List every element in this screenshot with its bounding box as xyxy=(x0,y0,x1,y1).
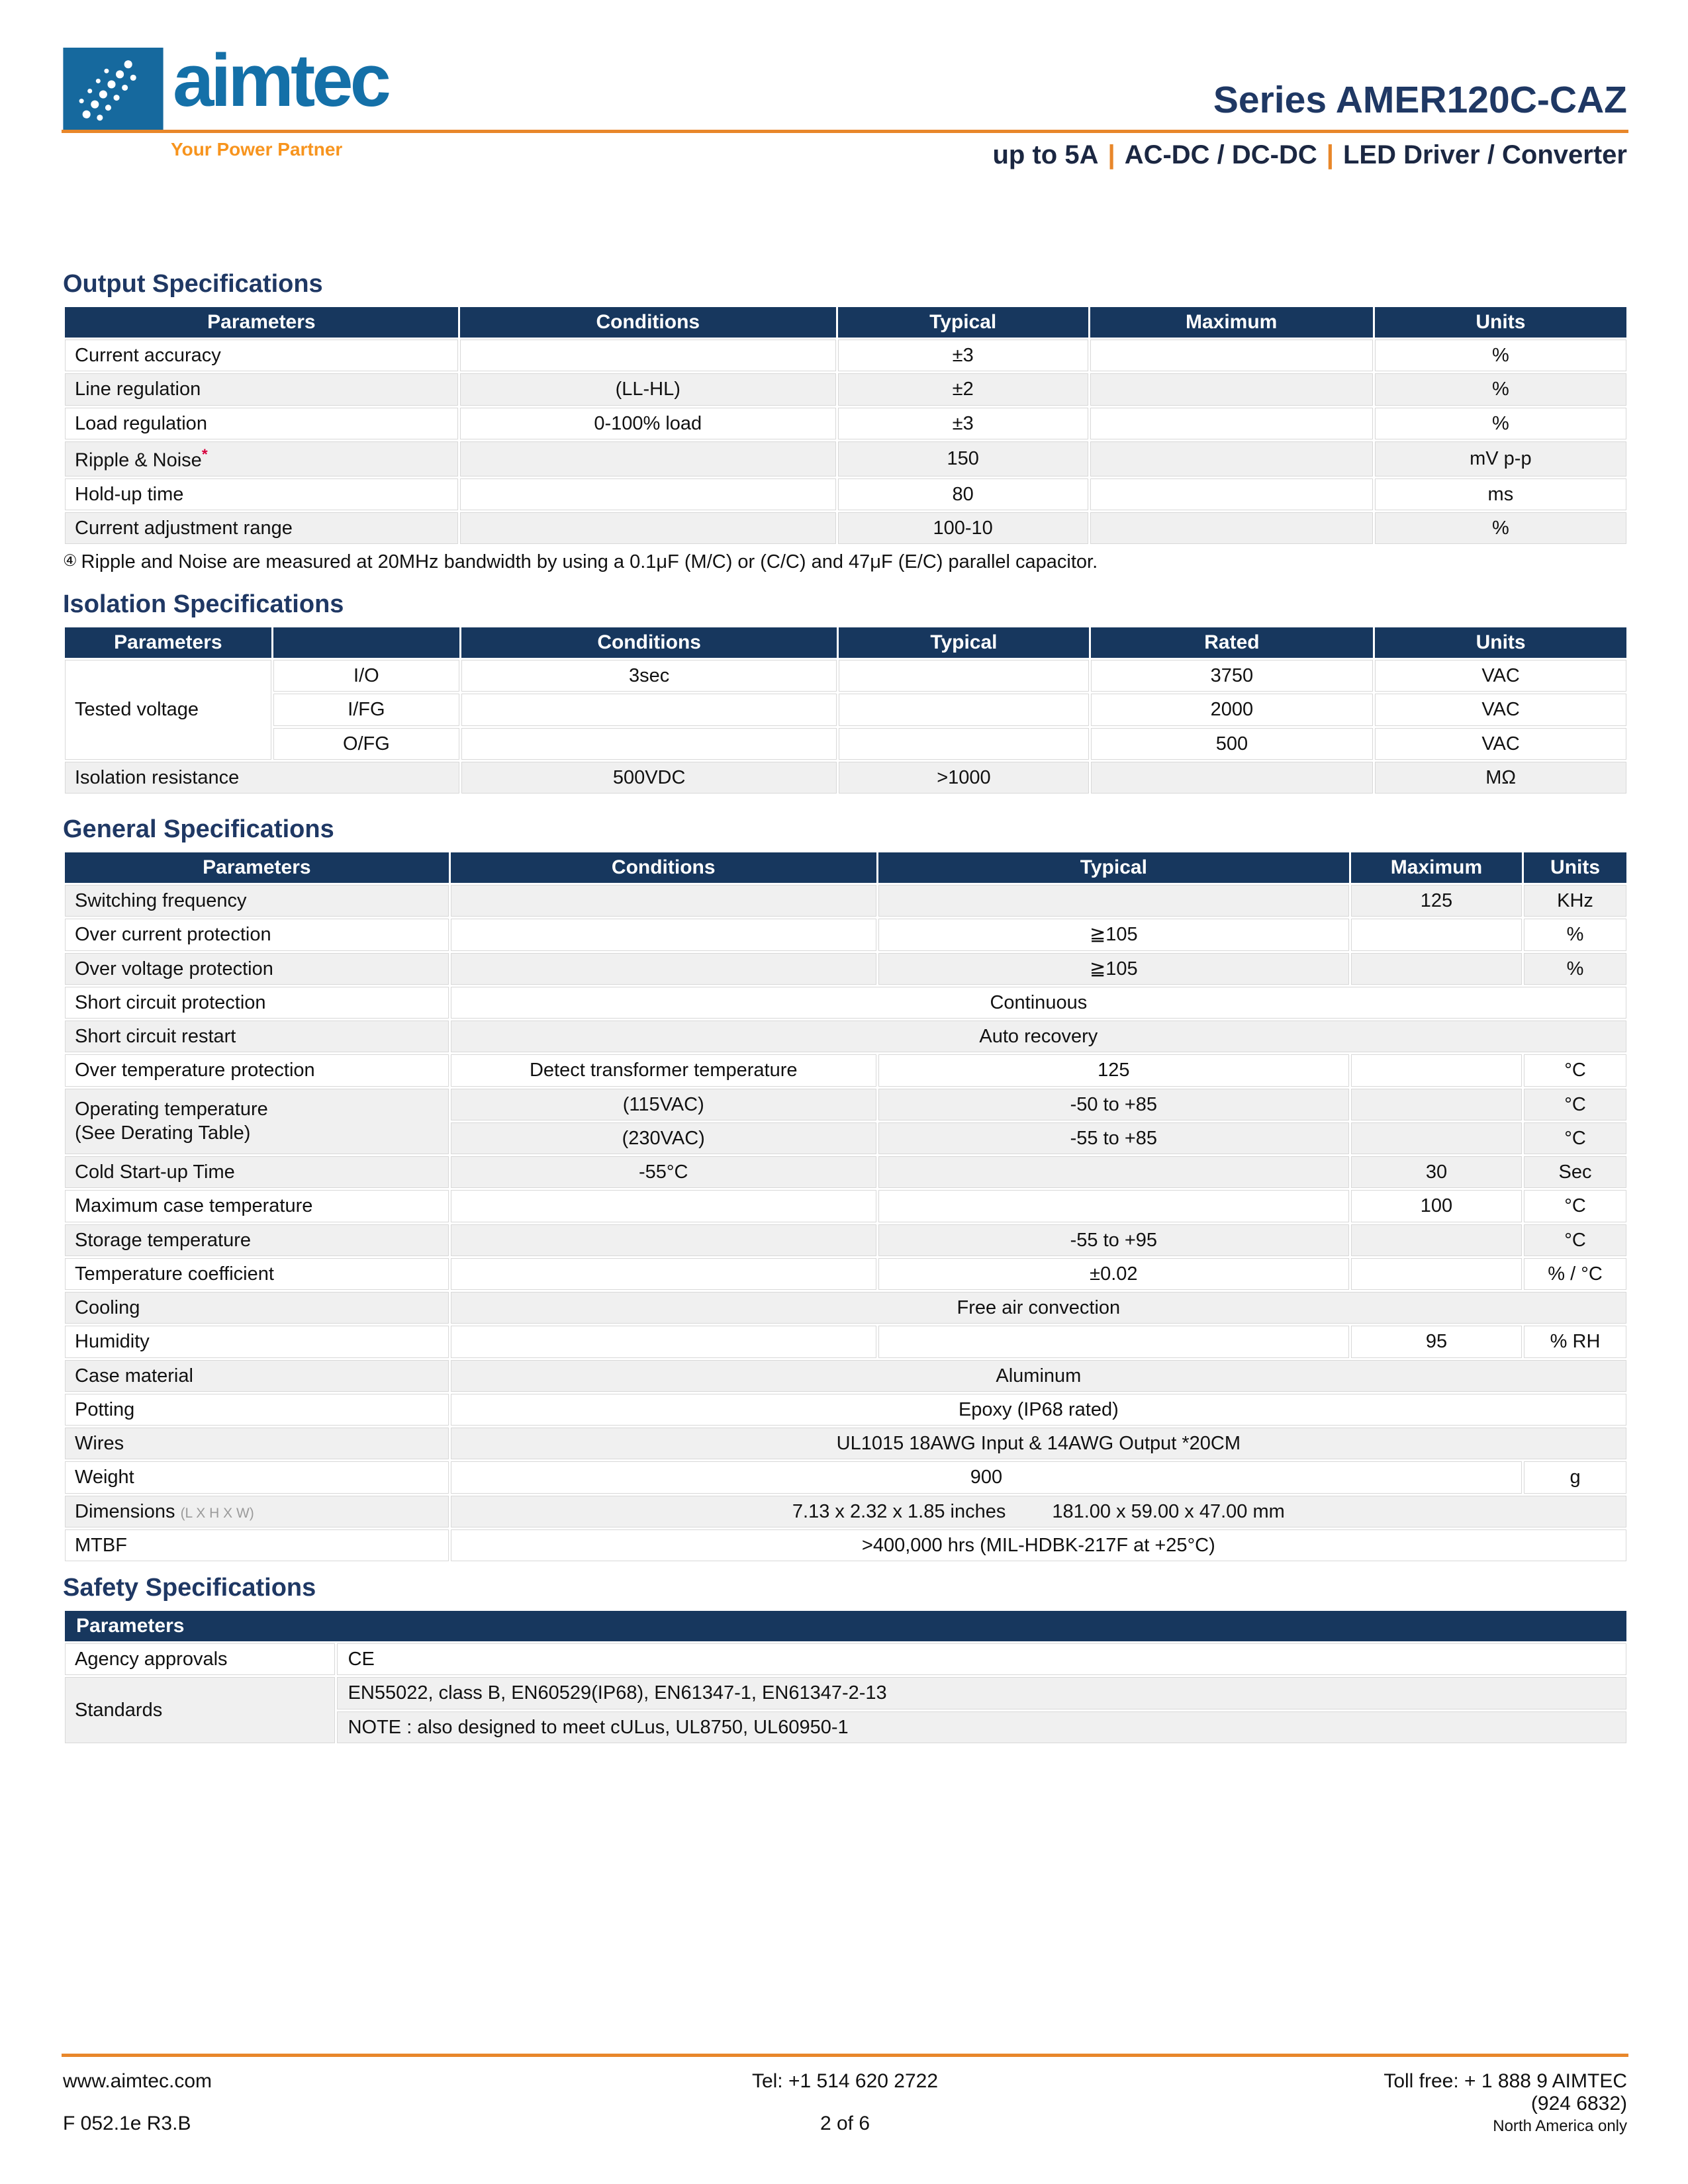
maximum-cell xyxy=(1090,373,1373,405)
typical-cell: 80 xyxy=(838,478,1088,510)
footer-website: www.aimtec.com xyxy=(63,2070,212,2092)
conditions-cell xyxy=(451,919,876,950)
col-header-typical: Typical xyxy=(839,627,1088,658)
col-header-maximum: Maximum xyxy=(1090,307,1373,338)
table-row xyxy=(65,953,1626,985)
conditions-cell xyxy=(460,478,836,510)
table-row xyxy=(65,408,1626,439)
conditions-cell: -55°C xyxy=(451,1156,876,1188)
units-cell: VAC xyxy=(1375,694,1626,725)
param-cell: Isolation resistance xyxy=(65,762,459,794)
ripple-noise-footnote xyxy=(63,551,1628,573)
table-row xyxy=(65,1428,1626,1459)
param-cell: Cooling xyxy=(65,1292,449,1324)
col-header-parameters: Parameters xyxy=(65,1611,1626,1641)
table-row xyxy=(65,1360,1626,1392)
isolation-header-row xyxy=(65,627,1626,658)
table-row xyxy=(65,1677,1626,1709)
conditions-cell xyxy=(461,694,837,725)
subtitle-separator: | xyxy=(1107,140,1115,169)
footer-right xyxy=(1105,2070,1627,2138)
param-cell: Current adjustment range xyxy=(65,512,458,544)
typical-cell: ≧105 xyxy=(878,953,1349,985)
param-cell: Switching frequency xyxy=(65,885,449,917)
value-cell: UL1015 18AWG Input & 14AWG Output *20CM xyxy=(451,1428,1626,1459)
footnote-mark: ④ xyxy=(63,552,77,570)
units-cell: VAC xyxy=(1375,728,1626,760)
typical-cell xyxy=(839,694,1088,725)
rated-cell: 3750 xyxy=(1091,660,1374,692)
conditions-cell: 3sec xyxy=(461,660,837,692)
path-cell: O/FG xyxy=(273,728,459,760)
typical-cell: -55 to +95 xyxy=(878,1224,1349,1256)
param-label: Dimensions xyxy=(75,1500,175,1522)
isolation-spec-table xyxy=(63,625,1628,796)
units-cell: % xyxy=(1375,408,1626,439)
footer-divider xyxy=(62,2054,1628,2057)
table-row xyxy=(65,373,1626,405)
table-row xyxy=(65,1643,1626,1675)
table-row xyxy=(65,1461,1626,1493)
conditions-cell: Detect transformer temperature xyxy=(451,1054,876,1086)
col-header-blank xyxy=(273,627,459,658)
aimtec-logo xyxy=(63,39,388,131)
isolation-spec-section xyxy=(63,590,1628,796)
aimtec-logo-text: aimtec xyxy=(173,39,388,122)
table-row xyxy=(65,1529,1626,1561)
param-cell: Over current protection xyxy=(65,919,449,950)
conditions-cell xyxy=(460,512,836,544)
typical-cell: 150 xyxy=(838,441,1088,477)
conditions-cell: (230VAC) xyxy=(451,1122,876,1154)
safety-spec-section xyxy=(63,1574,1628,1745)
units-cell: °C xyxy=(1524,1054,1626,1086)
typical-cell xyxy=(878,1326,1349,1357)
param-cell: Storage temperature xyxy=(65,1224,449,1256)
footer-tollfree-number: (924 6832) xyxy=(1530,2093,1627,2115)
table-row xyxy=(65,1326,1626,1357)
conditions-cell: (115VAC) xyxy=(451,1089,876,1120)
footer-content xyxy=(63,2070,1627,2138)
logo-tagline: Your Power Partner xyxy=(171,139,343,159)
aimtec-logo-icon xyxy=(63,48,164,131)
footer-telephone: Tel: +1 514 620 2722 xyxy=(751,2070,939,2092)
rated-cell: 2000 xyxy=(1091,694,1374,725)
maximum-cell xyxy=(1351,953,1522,985)
table-row xyxy=(65,441,1626,477)
subtitle-type: AC-DC / DC-DC xyxy=(1124,140,1317,169)
maximum-cell xyxy=(1351,1224,1522,1256)
typical-cell: -55 to +85 xyxy=(878,1122,1349,1154)
conditions-cell xyxy=(451,953,876,985)
units-cell: KHz xyxy=(1524,885,1626,917)
col-header-conditions: Conditions xyxy=(451,852,876,883)
maximum-cell xyxy=(1090,478,1373,510)
maximum-cell xyxy=(1351,1122,1522,1154)
safety-spec-table xyxy=(63,1609,1628,1745)
dimensions-mm: 181.00 x 59.00 x 47.00 mm xyxy=(1052,1500,1285,1522)
subtitle-separator: | xyxy=(1326,140,1334,169)
output-header-row xyxy=(65,307,1626,338)
conditions-cell: (LL-HL) xyxy=(460,373,836,405)
output-spec-table xyxy=(63,305,1628,546)
units-cell: °C xyxy=(1524,1122,1626,1154)
typical-cell xyxy=(839,728,1088,760)
param-cell: Short circuit protection xyxy=(65,987,449,1019)
col-header-rated: Rated xyxy=(1091,627,1374,658)
maximum-cell xyxy=(1351,1054,1522,1086)
table-row xyxy=(65,885,1626,917)
param-cell: Short circuit restart xyxy=(65,1021,449,1052)
value-cell: 900 xyxy=(451,1461,1522,1493)
units-cell: % xyxy=(1375,340,1626,371)
conditions-cell: 0-100% load xyxy=(460,408,836,439)
param-cell: Agency approvals xyxy=(65,1643,335,1675)
units-cell: ms xyxy=(1375,478,1626,510)
value-cell: Free air convection xyxy=(451,1292,1626,1324)
conditions-cell xyxy=(451,1224,876,1256)
table-row xyxy=(65,1089,1626,1120)
maximum-cell: 30 xyxy=(1351,1156,1522,1188)
units-cell: °C xyxy=(1524,1190,1626,1222)
typical-cell: -50 to +85 xyxy=(878,1089,1349,1120)
general-spec-section xyxy=(63,815,1628,1563)
units-cell: % RH xyxy=(1524,1326,1626,1357)
conditions-cell xyxy=(451,1190,876,1222)
value-cell: Epoxy (IP68 rated) xyxy=(451,1394,1626,1426)
value-cell: Continuous xyxy=(451,987,1626,1019)
units-cell: % xyxy=(1524,953,1626,985)
maximum-cell: 95 xyxy=(1351,1326,1522,1357)
param-cell: Load regulation xyxy=(65,408,458,439)
footer-spacer xyxy=(585,2093,1106,2113)
value-cell: Aluminum xyxy=(451,1360,1626,1392)
table-row xyxy=(65,1156,1626,1188)
footnote-asterisk: * xyxy=(201,445,208,463)
rated-cell xyxy=(1091,762,1374,794)
col-header-parameters: Parameters xyxy=(65,852,449,883)
table-row xyxy=(65,694,1626,725)
units-cell: % / °C xyxy=(1524,1258,1626,1290)
maximum-cell xyxy=(1090,408,1373,439)
dimensions-inches: 7.13 x 2.32 x 1.85 inches xyxy=(792,1500,1006,1522)
conditions-cell xyxy=(460,340,836,371)
col-header-conditions: Conditions xyxy=(461,627,837,658)
path-cell: I/FG xyxy=(273,694,459,725)
footer-spacer xyxy=(63,2093,585,2113)
col-header-parameters: Parameters xyxy=(65,627,271,658)
typical-cell xyxy=(839,660,1088,692)
table-row xyxy=(65,987,1626,1019)
units-cell: % xyxy=(1375,373,1626,405)
general-spec-title: General Specifications xyxy=(63,815,334,843)
table-row xyxy=(65,660,1626,692)
param-cell: Weight xyxy=(65,1461,449,1493)
param-cell: Temperature coefficient xyxy=(65,1258,449,1290)
typical-cell: ±3 xyxy=(838,408,1088,439)
param-cell: Line regulation xyxy=(65,373,458,405)
typical-cell: ±3 xyxy=(838,340,1088,371)
param-cell xyxy=(65,1089,449,1155)
rated-cell: 500 xyxy=(1091,728,1374,760)
typical-cell xyxy=(878,1190,1349,1222)
col-header-conditions: Conditions xyxy=(460,307,836,338)
typical-cell xyxy=(878,885,1349,917)
table-row xyxy=(65,1292,1626,1324)
conditions-cell xyxy=(461,728,837,760)
maximum-cell: 100 xyxy=(1351,1190,1522,1222)
table-row xyxy=(65,1054,1626,1086)
units-cell: g xyxy=(1524,1461,1626,1493)
footer-center xyxy=(585,2070,1106,2138)
col-header-maximum: Maximum xyxy=(1351,852,1522,883)
value-cell: >400,000 hrs (MIL-HDBK-217F at +25°C) xyxy=(451,1529,1626,1561)
footer-region-note: North America only xyxy=(1493,2117,1627,2135)
table-row xyxy=(65,728,1626,760)
conditions-cell xyxy=(451,885,876,917)
param-line-2: (See Derating Table) xyxy=(75,1122,251,1144)
header-divider xyxy=(62,130,1628,133)
page-subtitle xyxy=(993,140,1628,170)
standards-line-1: EN55022, class B, EN60529(IP68), EN61347-1, EN61347-2-13 xyxy=(337,1677,1626,1709)
typical-cell: >1000 xyxy=(839,762,1088,794)
output-spec-section xyxy=(63,270,1628,573)
param-cell: Potting xyxy=(65,1394,449,1426)
param-cell: Maximum case temperature xyxy=(65,1190,449,1222)
units-cell: °C xyxy=(1524,1224,1626,1256)
output-spec-title: Output Specifications xyxy=(63,270,323,298)
table-row xyxy=(65,1224,1626,1256)
conditions-cell xyxy=(451,1258,876,1290)
conditions-cell: 500VDC xyxy=(461,762,837,794)
param-cell: Cold Start-up Time xyxy=(65,1156,449,1188)
units-cell: MΩ xyxy=(1375,762,1626,794)
footer-page-number: 2 of 6 xyxy=(820,2113,870,2134)
col-header-parameters: Parameters xyxy=(65,307,458,338)
col-header-units: Units xyxy=(1375,627,1626,658)
param-cell: Wires xyxy=(65,1428,449,1459)
typical-cell: ±0.02 xyxy=(878,1258,1349,1290)
typical-cell: ≧105 xyxy=(878,919,1349,950)
col-header-typical: Typical xyxy=(838,307,1088,338)
table-row xyxy=(65,1394,1626,1426)
conditions-cell xyxy=(460,441,836,477)
path-cell: I/O xyxy=(273,660,459,692)
typical-cell: 125 xyxy=(878,1054,1349,1086)
table-row xyxy=(65,1021,1626,1052)
value-cell: Auto recovery xyxy=(451,1021,1626,1052)
footer-tollfree: Toll free: + 1 888 9 AIMTEC xyxy=(1383,2070,1627,2092)
general-spec-table xyxy=(63,850,1628,1563)
typical-cell: 100-10 xyxy=(838,512,1088,544)
value-cell xyxy=(451,1496,1626,1527)
col-header-typical: Typical xyxy=(878,852,1349,883)
maximum-cell xyxy=(1351,1258,1522,1290)
units-cell: % xyxy=(1524,919,1626,950)
param-cell xyxy=(65,441,458,477)
param-note: (L X H X W) xyxy=(180,1505,254,1521)
units-cell: VAC xyxy=(1375,660,1626,692)
value-cell: CE xyxy=(337,1643,1626,1675)
isolation-spec-title: Isolation Specifications xyxy=(63,590,344,618)
conditions-cell xyxy=(451,1326,876,1357)
col-header-units: Units xyxy=(1524,852,1626,883)
subtitle-current: up to 5A xyxy=(992,140,1099,169)
table-row xyxy=(65,340,1626,371)
table-row xyxy=(65,1190,1626,1222)
maximum-cell xyxy=(1090,512,1373,544)
param-line-1: Operating temperature xyxy=(75,1099,268,1120)
maximum-cell: 125 xyxy=(1351,885,1522,917)
footer-left xyxy=(63,2070,585,2138)
units-cell: % xyxy=(1375,512,1626,544)
maximum-cell xyxy=(1351,1089,1522,1120)
maximum-cell xyxy=(1351,919,1522,950)
standards-line-2: NOTE : also designed to meet cULus, UL8750, UL60950-1 xyxy=(337,1711,1626,1743)
units-cell: Sec xyxy=(1524,1156,1626,1188)
param-label: Ripple & Noise xyxy=(75,449,202,471)
param-cell xyxy=(65,1496,449,1527)
table-row xyxy=(65,762,1626,794)
page-title: Series AMER120C-CAZ xyxy=(1213,79,1627,121)
safety-header-row xyxy=(65,1611,1626,1641)
param-cell: Over temperature protection xyxy=(65,1054,449,1086)
table-row xyxy=(65,1496,1626,1527)
typical-cell xyxy=(878,1156,1349,1188)
table-row xyxy=(65,1258,1626,1290)
col-header-units: Units xyxy=(1375,307,1626,338)
param-cell: Case material xyxy=(65,1360,449,1392)
general-header-row xyxy=(65,852,1626,883)
safety-spec-title: Safety Specifications xyxy=(63,1574,316,1602)
maximum-cell xyxy=(1090,340,1373,371)
footer-doc-ref: F 052.1e R3.B xyxy=(63,2113,191,2134)
param-cell: MTBF xyxy=(65,1529,449,1561)
param-cell: Standards xyxy=(65,1677,335,1743)
footnote-text: Ripple and Noise are measured at 20MHz bandwidth by using a 0.1μF (M/C) or (C/C) and 47μF (E/C) parallel capacitor. xyxy=(81,551,1098,573)
subtitle-function: LED Driver / Converter xyxy=(1342,140,1627,169)
units-cell: °C xyxy=(1524,1089,1626,1120)
units-cell: mV p-p xyxy=(1375,441,1626,477)
maximum-cell xyxy=(1090,441,1373,477)
param-cell: Over voltage protection xyxy=(65,953,449,985)
table-row xyxy=(65,478,1626,510)
param-cell: Current accuracy xyxy=(65,340,458,371)
typical-cell: ±2 xyxy=(838,373,1088,405)
param-cell: Hold-up time xyxy=(65,478,458,510)
table-row xyxy=(65,512,1626,544)
param-cell: Tested voltage xyxy=(65,660,271,760)
table-row xyxy=(65,919,1626,950)
param-cell: Humidity xyxy=(65,1326,449,1357)
